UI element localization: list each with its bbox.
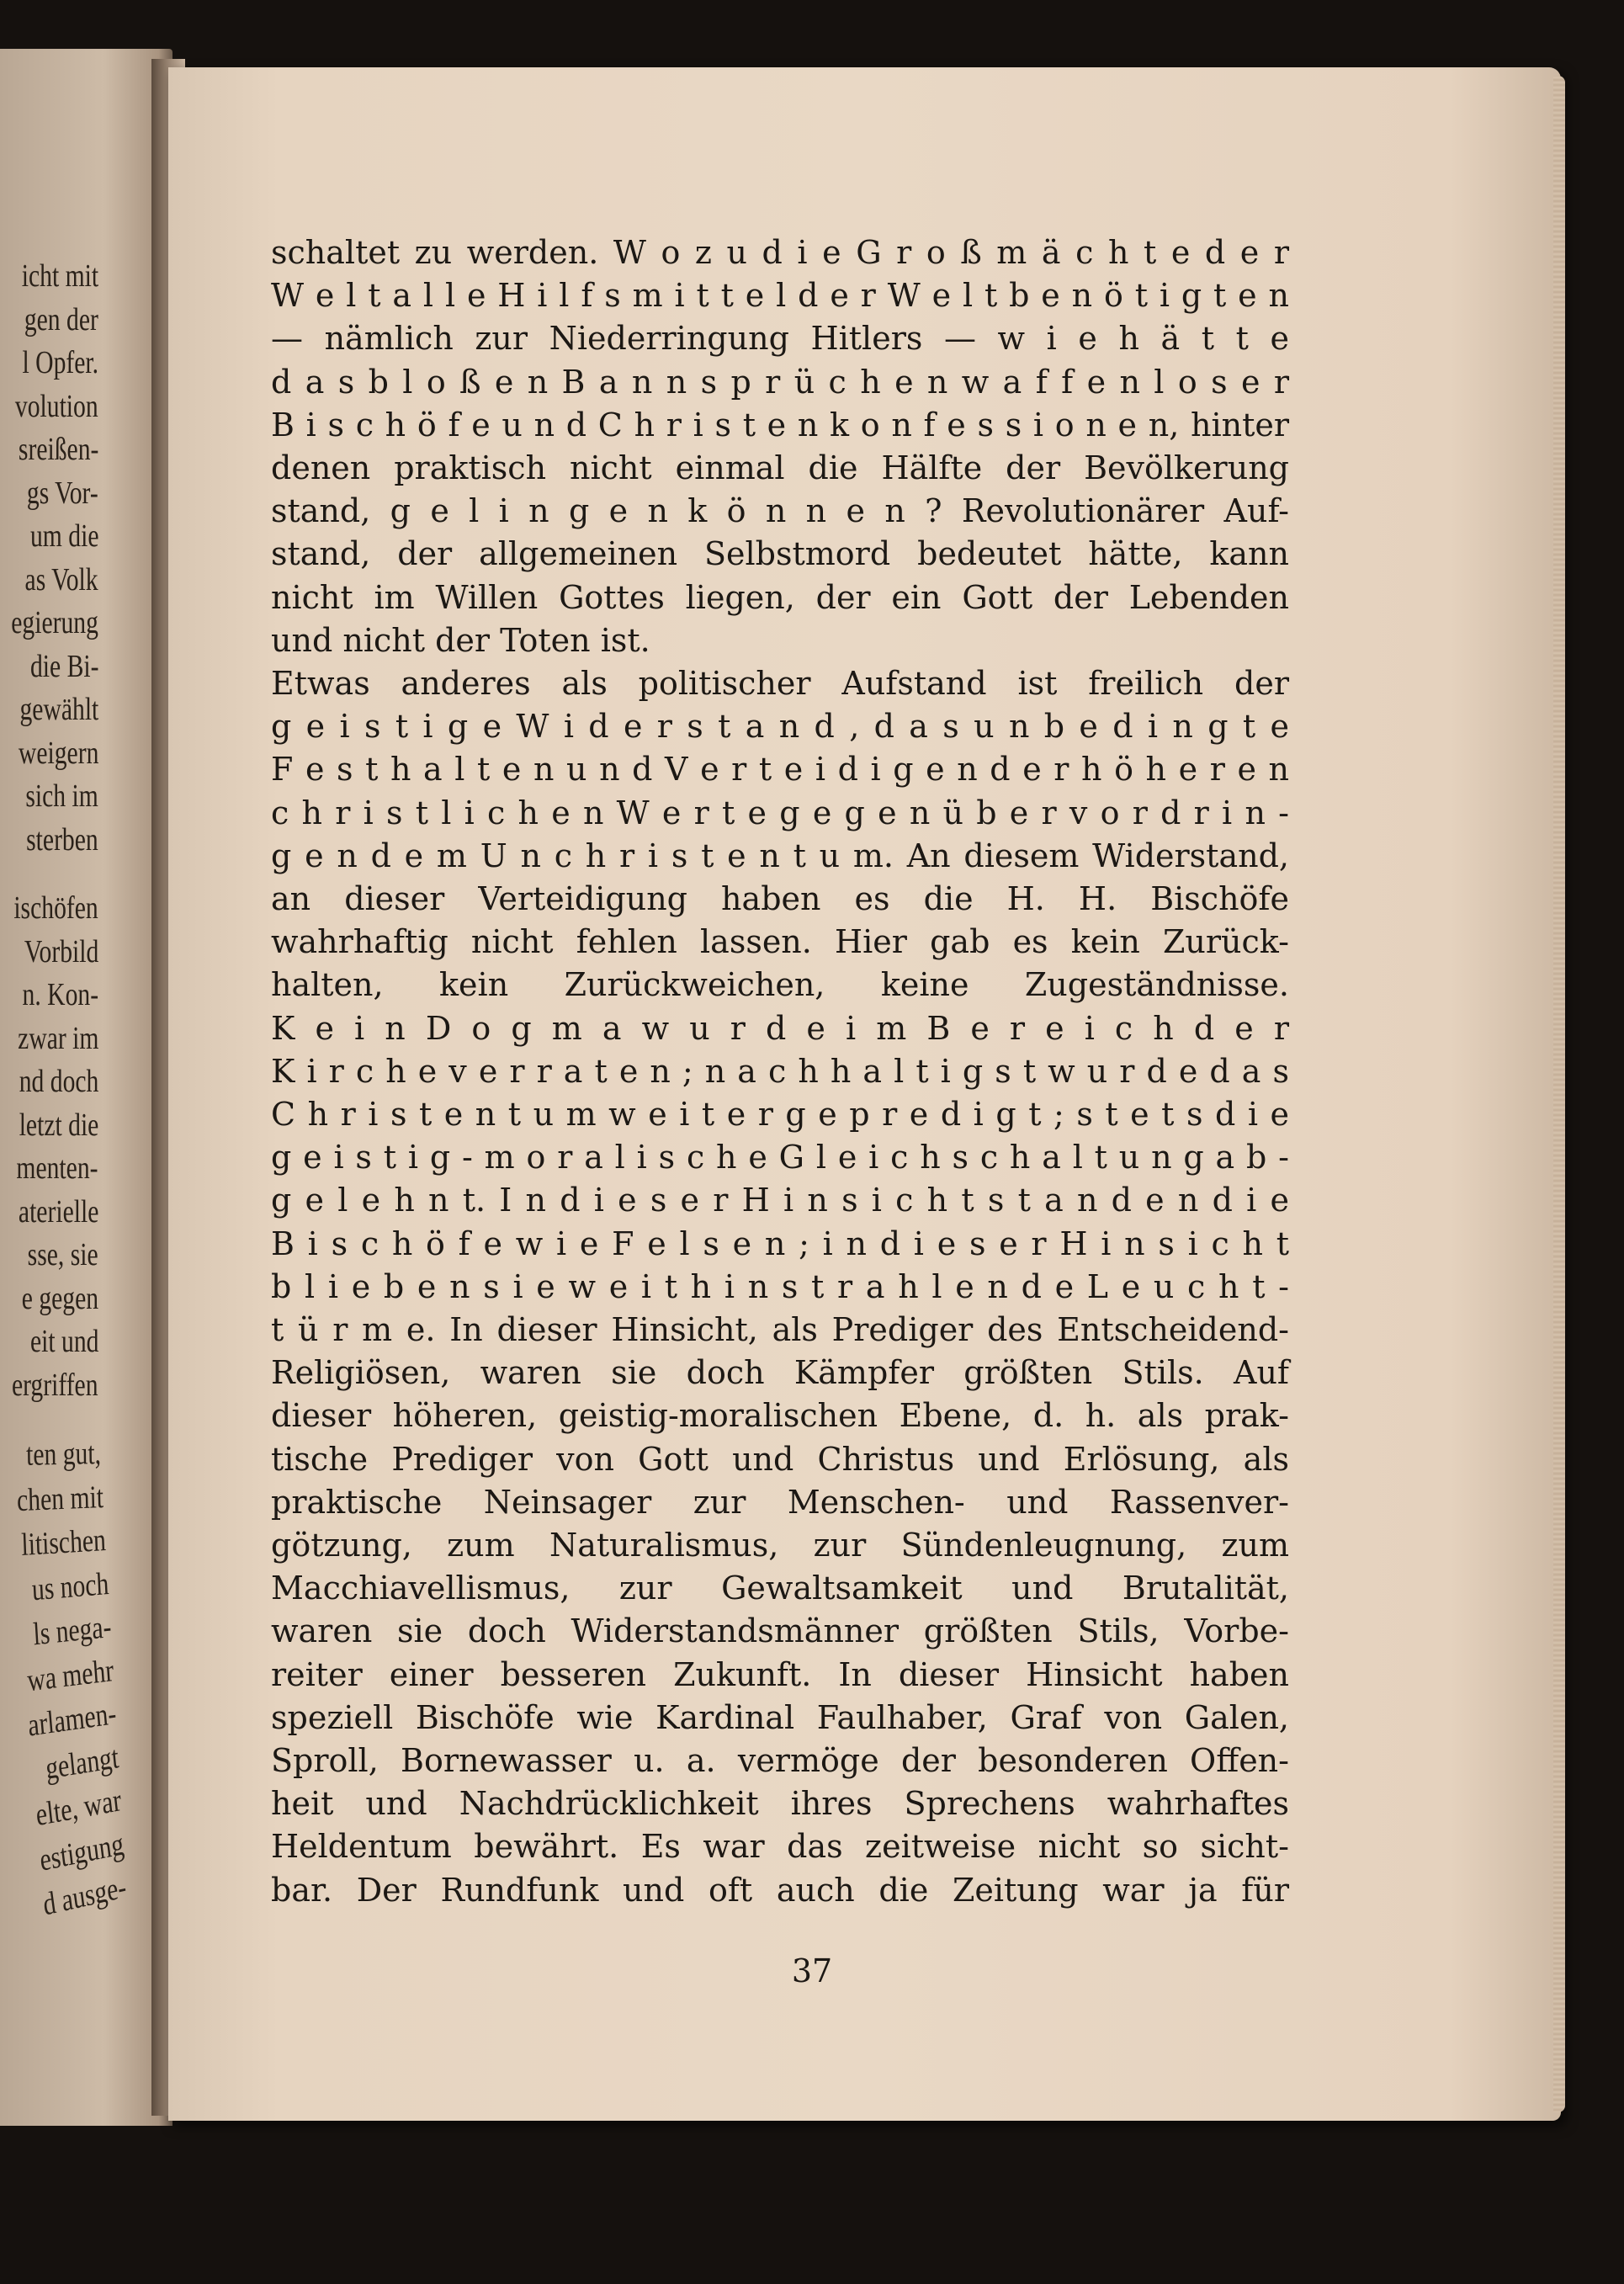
text-line: reiter einer besseren Zukunft. In dieser Hinsicht haben (271, 1655, 1289, 1693)
text-line: denen praktisch nicht einmal die Hälfte der Bevölkerung (271, 449, 1289, 486)
left-text-fragment: um die (29, 518, 98, 554)
left-text-fragment: icht mit (21, 258, 98, 294)
text-line: — nämlich zur Niederringung Hitlers — w i e h ä t t e (271, 320, 1289, 358)
text-line: Heldentum bewährt. Es war das zeitweise nicht so sicht- (271, 1828, 1289, 1866)
text-line: dieser höheren, geistig-moralischen Ebene, d. h. als prak- (271, 1397, 1289, 1435)
text-line: b l i e b e n s i e w e i t h i n s t r a h l e n d e L e u c h t - (271, 1267, 1289, 1305)
left-text-fragment: gs Vor- (27, 475, 98, 511)
text-line: speziell Bischöfe wie Kardinal Faulhaber, Graf von Galen, (271, 1698, 1289, 1736)
left-text-fragment: wa mehr (26, 1652, 115, 1698)
left-text-fragment: gelangt (44, 1739, 121, 1787)
text-line: g e i s t i g - m o r a l i s c h e G l e i c h s c h a l t u n g a b - (271, 1139, 1289, 1177)
text-line: K e i n D o g m a w u r d e i m B e r e i c h d e r (271, 1009, 1289, 1047)
left-text-fragment: elte, war (34, 1782, 124, 1834)
text-line: g e n d e m U n c h r i s t e n t u m. An diesem Widerstand, (271, 837, 1289, 874)
left-text-fragment: gen der (24, 301, 98, 337)
text-line: halten, kein Zurückweichen, keine Zugeständnisse. (271, 966, 1289, 1004)
left-text-fragment: ergriffen (12, 1367, 98, 1403)
text-line: B i s c h ö f e u n d C h r i s t e n k o n f e s s i o n e n, hinter (271, 406, 1289, 444)
left-text-fragment: litischen (20, 1522, 107, 1564)
left-text-fragment: Vorbild (24, 933, 98, 969)
left-text-fragment: ten gut, (25, 1436, 102, 1473)
left-text-fragment: us noch (30, 1565, 110, 1607)
text-line: und nicht der Toten ist. (271, 621, 650, 659)
left-text-fragment: eit und (29, 1324, 98, 1359)
left-text-fragment: sse, sie (28, 1237, 98, 1272)
left-text-fragment: l Opfer. (22, 345, 98, 380)
left-text-fragment: arlamen- (26, 1696, 118, 1744)
text-line: g e i s t i g e W i d e r s t a n d , d a s u n b e d i n g t e (271, 708, 1289, 746)
text-line: Religiösen, waren sie doch Kämpfer größten Stils. Auf (271, 1354, 1289, 1392)
text-line: Sproll, Bornewasser u. a. vermöge der besonderen Offen- (271, 1742, 1289, 1779)
text-line: bar. Der Rundfunk und oft auch die Zeitung war ja für (271, 1871, 1289, 1909)
left-text-fragment: chen mit (16, 1479, 104, 1518)
left-text-fragment: sich im (25, 778, 98, 814)
left-text-fragment: die Bi- (29, 648, 98, 684)
page-number: 37 (791, 1952, 833, 1989)
text-line: c h r i s t l i c h e n W e r t e g e g e n ü b e r v o r d r i n - (271, 794, 1289, 831)
left-text-fragment: d ausge- (41, 1869, 129, 1923)
text-line: Macchiavellismus, zur Gewaltsamkeit und Brutalität, (271, 1570, 1289, 1607)
text-line: stand, g e l i n g e n k ö n n e n ? Revolutionärer Auf- (271, 492, 1289, 530)
left-text-fragment: nd doch (19, 1064, 98, 1099)
left-text-fragment: gewählt (19, 692, 98, 727)
text-line: K i r c h e v e r r a t e n ; n a c h h a l t i g s t w u r d e d a s (271, 1052, 1289, 1090)
text-line: t ü r m e. In dieser Hinsicht, als Prediger des Entscheidend- (271, 1311, 1289, 1348)
left-text-fragment: ls nega- (31, 1609, 113, 1653)
text-line: Etwas anderes als politischer Aufstand ist freilich der (271, 665, 1289, 702)
text-line: götzung, zum Naturalismus, zur Sündenleugnung, zum (271, 1527, 1289, 1564)
text-line: heit und Nachdrücklichkeit ihres Sprechens wahrhaftes (271, 1785, 1289, 1823)
text-line: stand, der allgemeinen Selbstmord bedeutet hätte, kann (271, 535, 1289, 573)
left-text-fragment: weigern (18, 735, 98, 771)
left-text-fragment: sreißen- (18, 432, 98, 467)
text-line: W e l t a l l e H i l f s m i t t e l d e r W e l t b e n ö t i g t e n (271, 277, 1289, 315)
left-text-fragment: aterielle (18, 1193, 98, 1230)
text-line: g e l e h n t. I n d i e s e r H i n s i c h t s t a n d e n d i e (271, 1182, 1289, 1219)
left-text-fragment: letzt die (19, 1107, 98, 1143)
left-text-fragment: egierung (11, 605, 98, 640)
text-line: B i s c h ö f e w i e F e l s e n ; i n d i e s e r H i n s i c h t (271, 1224, 1289, 1262)
left-text-fragment: e gegen (21, 1280, 98, 1316)
left-text-fragment: zwar im (17, 1020, 98, 1056)
left-text-fragment: n. Kon- (22, 977, 98, 1012)
left-text-fragment: ischöfen (13, 890, 98, 926)
text-line: waren sie doch Widerstandsmänner größten Stils, Vorbe- (271, 1612, 1289, 1650)
text-line: d a s b l o ß e n B a n n s p r ü c h e n w a f f e n l o s e r (271, 363, 1289, 401)
left-text-fragment: as Volk (24, 561, 98, 598)
left-page (0, 49, 172, 2126)
left-text-fragment: sterben (26, 821, 98, 858)
text-line: praktische Neinsager zur Menschen- und Rassenver- (271, 1483, 1289, 1521)
left-text-fragment: menten- (16, 1150, 98, 1186)
left-text-fragment: estigung (38, 1825, 126, 1878)
text-line: C h r i s t e n t u m w e i t e r g e p r e d i g t ; s t e t s d i e (271, 1096, 1289, 1133)
text-line: an dieser Verteidigung haben es die H. H. Bischöfe (271, 880, 1289, 917)
text-line: wahrhaftig nicht fehlen lassen. Hier gab es kein Zurück- (271, 923, 1289, 961)
text-line: F e s t h a l t e n u n d V e r t e i d i g e n d e r h ö h e r e n (271, 751, 1289, 789)
left-text-fragment: volution (15, 388, 98, 424)
text-line: tische Prediger von Gott und Christus und Erlösung, als (271, 1440, 1289, 1478)
text-line: nicht im Willen Gottes liegen, der ein Gott der Lebenden (271, 578, 1289, 616)
text-line: schaltet zu werden. W o z u d i e G r o ß m ä c h t e d e r (271, 234, 1289, 271)
page-edge (1553, 76, 1565, 2112)
